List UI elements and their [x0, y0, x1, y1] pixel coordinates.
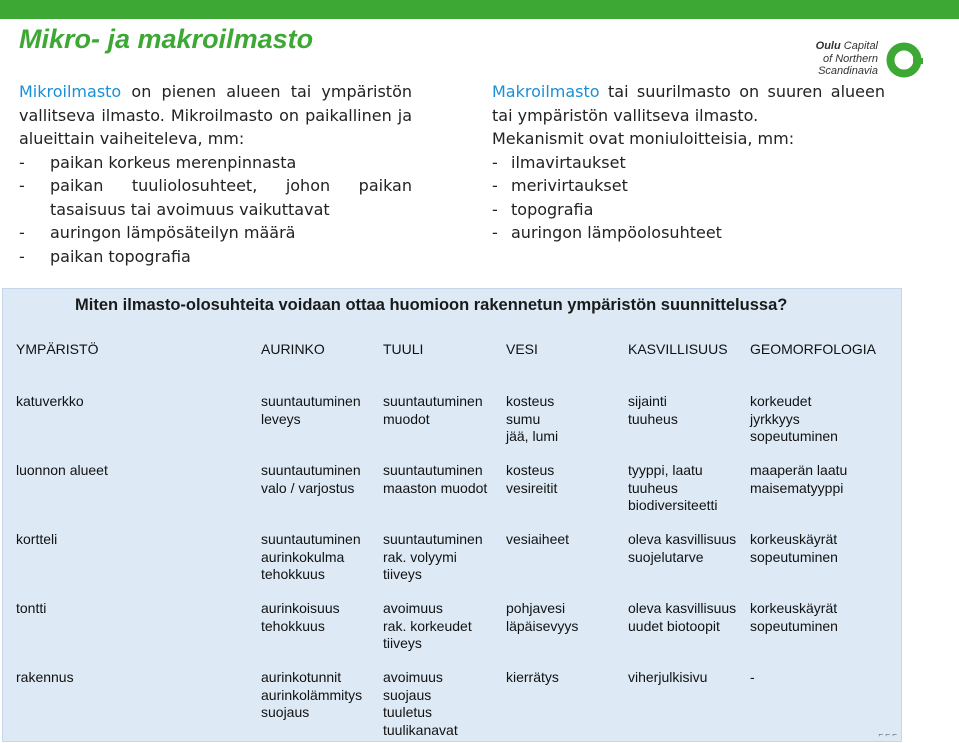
table-cell-line: kosteus — [506, 462, 555, 478]
table-header: AURINKO — [261, 341, 325, 357]
macroclimate-section — [492, 80, 885, 245]
table-cell — [628, 669, 707, 687]
table-cell — [628, 393, 678, 428]
table-row-label — [16, 669, 74, 687]
table-cell — [506, 600, 578, 635]
table-row-label — [16, 393, 84, 411]
table-cell-line: korkeudet — [750, 393, 812, 409]
table-cell-line: tontti — [16, 600, 47, 616]
table-cell-line: tuuheus — [628, 479, 678, 496]
macroclimate-list-item: - merivirtaukset — [492, 174, 885, 198]
table-cell-line: korkeuskäyrät — [750, 531, 838, 547]
table-cell — [261, 531, 361, 584]
table-cell-line: jää, lumi — [506, 428, 559, 444]
table-title: Miten ilmasto-olosuhteita voidaan ottaa huomioon rakennetun ympäristön suunnittelussa? — [75, 296, 788, 314]
table-cell-line: - — [750, 669, 755, 685]
table-cell-line: valo / varjostus — [261, 479, 355, 496]
table-cell-line: suuntautuminen — [261, 462, 361, 478]
table-cell — [383, 462, 487, 497]
table-cell-line: aurinkolämmitys — [261, 686, 363, 703]
climate-planning-table — [2, 288, 902, 742]
table-header: GEOMORFOLOGIA — [750, 341, 877, 357]
table-cell-line: vesireitit — [506, 479, 558, 496]
logo-text: Oulu Capital of Northern Scandinavia — [815, 40, 878, 77]
table-cell — [383, 600, 472, 653]
table-cell-line: kortteli — [16, 531, 58, 547]
logo-ring-icon — [885, 41, 923, 79]
table-cell — [261, 393, 361, 428]
table-cell-line: sumu — [506, 410, 541, 427]
macroclimate-intro: Makroilmasto tai suurilmasto on suuren alueen tai ympäristön vallitseva ilmasto. — [492, 82, 885, 125]
city-logo — [803, 40, 923, 80]
top-accent-bar — [0, 0, 959, 19]
macroclimate-term: Makroilmasto — [492, 82, 600, 101]
table-cell-line: leveys — [261, 410, 301, 427]
table-row-label — [16, 600, 46, 618]
table-cell-line: suuntautuminen — [261, 393, 361, 409]
microclimate-list-item: - paikan tuuliolosuhteet, johon paikan tasaisuus tai avoimuus vaikuttavat — [19, 174, 412, 221]
table-cell — [750, 669, 755, 687]
table-cell-line: suuntautuminen — [261, 531, 361, 547]
table-cell — [506, 393, 558, 446]
table-row-label — [16, 462, 108, 480]
table-cell-line: sijainti — [628, 393, 667, 409]
microclimate-section — [19, 80, 412, 268]
microclimate-list-item: - auringon lämpösäteilyn määrä — [19, 221, 412, 245]
table-row-label — [16, 531, 57, 549]
table-cell-line: suuntautuminen — [383, 393, 483, 409]
table-cell-line: oleva kasvillisuus — [628, 600, 737, 616]
macroclimate-list-item: - topografia — [492, 198, 885, 222]
table-cell-line: pohjavesi — [506, 600, 566, 616]
table-cell-line: kierrätys — [506, 669, 559, 685]
table-cell-line: avoimuus — [383, 669, 443, 685]
microclimate-term: Mikroilmasto — [19, 82, 122, 101]
table-cell-line: tyyppi, laatu — [628, 462, 703, 478]
microclimate-list — [19, 151, 412, 269]
table-cell — [628, 600, 736, 635]
macroclimate-list-item: - auringon lämpöolosuhteet — [492, 221, 885, 245]
table-cell — [261, 669, 362, 722]
table-cell — [750, 462, 847, 497]
table-cell-line: läpäisevyys — [506, 617, 579, 634]
table-cell-line: tiiveys — [383, 635, 422, 651]
page-title: Mikro- ja makroilmasto — [19, 24, 314, 54]
table-cell-line: suojaus — [383, 686, 432, 703]
corner-mark: ⌐ ⌐ ⌐ — [878, 730, 897, 739]
table-cell — [383, 531, 483, 584]
table-cell-line: suuntautuminen — [383, 531, 483, 547]
table-cell-line: sopeutuminen — [750, 617, 838, 634]
table-cell-line: tuulikanavat — [383, 721, 458, 738]
table-cell — [506, 531, 569, 549]
table-cell-line: jyrkkyys — [750, 410, 800, 427]
table-cell — [628, 462, 718, 515]
table-cell-line: suojelutarve — [628, 548, 704, 565]
table-cell — [628, 531, 736, 566]
table-cell-line: rakennus — [16, 669, 74, 685]
table-cell-line: vesiaiheet — [506, 531, 570, 547]
table-cell-line: maaston muodot — [383, 479, 488, 496]
table-cell-line: suojaus — [261, 704, 310, 720]
table-cell — [261, 600, 340, 635]
table-cell-line: muodot — [383, 410, 430, 427]
table-cell-line: avoimuus — [383, 600, 443, 616]
table-cell-line: sopeutuminen — [750, 548, 838, 565]
table-cell-line: suuntautuminen — [383, 462, 483, 478]
table-header: VESI — [506, 341, 538, 357]
macroclimate-mechanisms: Mekanismit ovat moniuloitteisia, mm: — [492, 129, 795, 148]
table-cell-line: sopeutuminen — [750, 428, 838, 444]
table-cell-line: kosteus — [506, 393, 555, 409]
table-cell-line: maisematyyppi — [750, 479, 844, 496]
table-cell-line: aurinkoisuus — [261, 600, 340, 616]
table-header: KASVILLISUUS — [628, 341, 728, 357]
table-cell-line: katuverkko — [16, 393, 84, 409]
table-header: TUULI — [383, 341, 424, 357]
table-cell-line: rak. volyymi — [383, 548, 457, 565]
microclimate-list-item: - paikan korkeus merenpinnasta — [19, 151, 412, 175]
table-cell — [750, 600, 838, 635]
table-cell — [261, 462, 361, 497]
table-cell — [383, 669, 458, 739]
table-header: YMPÄRISTÖ — [16, 341, 99, 357]
table-cell-line: aurinkokulma — [261, 548, 345, 565]
table-cell-line: rak. korkeudet — [383, 617, 472, 634]
table-cell-line: tuuletus — [383, 704, 433, 720]
table-cell — [383, 393, 483, 428]
table-cell — [750, 531, 838, 566]
table-cell-line: tehokkuus — [261, 617, 325, 634]
table-cell-line: tuuheus — [628, 410, 678, 427]
table-cell-line: oleva kasvillisuus — [628, 531, 737, 547]
macroclimate-list — [492, 151, 885, 245]
macroclimate-list-item: - ilmavirtaukset — [492, 151, 885, 175]
table-cell-line: viherjulkisivu — [628, 669, 708, 685]
table-cell-line: biodiversiteetti — [628, 497, 718, 513]
table-cell-line: korkeuskäyrät — [750, 600, 838, 616]
table-cell — [506, 462, 557, 497]
table-cell-line: tiiveys — [383, 566, 422, 582]
table-cell-line: luonnon alueet — [16, 462, 108, 478]
table-cell-line: maaperän laatu — [750, 462, 848, 478]
table-cell — [750, 393, 838, 446]
microclimate-intro: Mikroilmasto on pienen alueen tai ympäristön vallitseva ilmasto. Mikroilmasto on paikallinen ja alueittain vaiheiteleva, mm: — [19, 82, 412, 148]
table-cell — [506, 669, 559, 687]
microclimate-list-item: - paikan topografia — [19, 245, 412, 269]
table-cell-line: aurinkotunnit — [261, 669, 342, 685]
table-cell-line: uudet biotoopit — [628, 617, 720, 634]
table-cell-line: tehokkuus — [261, 566, 325, 582]
